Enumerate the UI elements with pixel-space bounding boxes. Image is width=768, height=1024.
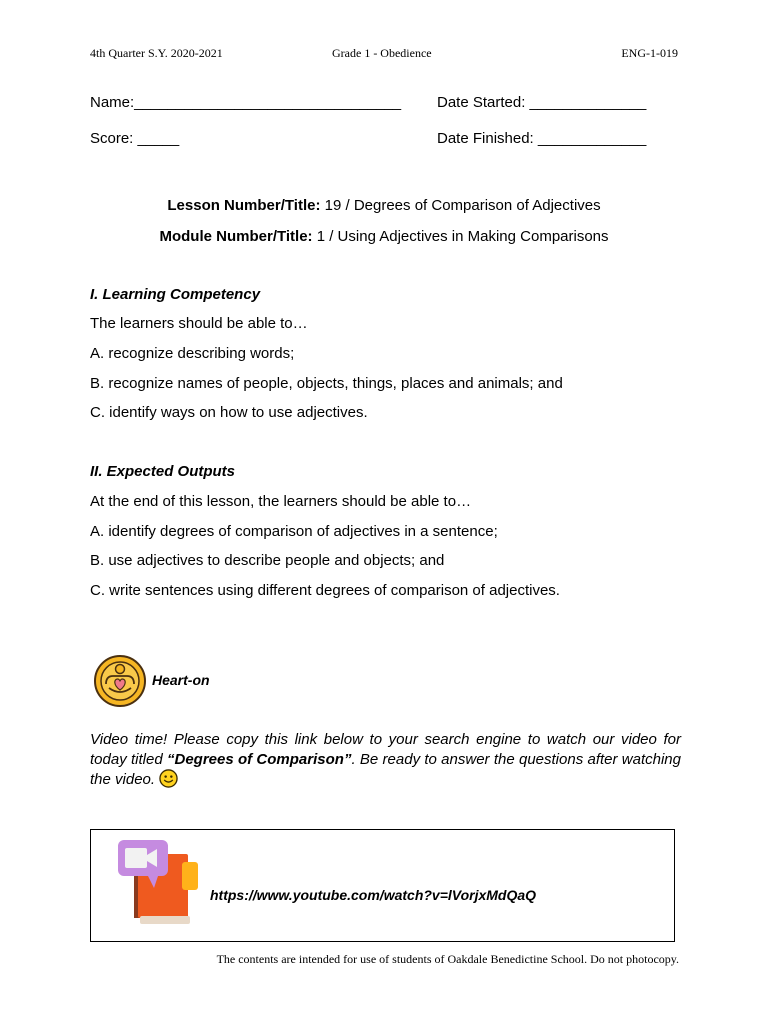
outputs-item: B. use adjectives to describe people and objects; and <box>90 552 445 569</box>
lesson-label: Lesson Number/Title: <box>167 197 321 214</box>
video-instructions <box>90 730 681 790</box>
video-text-after: . Be ready to answer the questions after watching the video. <box>90 750 681 788</box>
outputs-item: A. identify degrees of comparison of adjectives in a sentence; <box>90 523 498 540</box>
competency-item: C. identify ways on how to use adjectives. <box>90 404 368 421</box>
header-code: ENG-1-019 <box>621 46 678 60</box>
competency-heading: I. Learning Competency <box>90 286 261 303</box>
header-quarter: 4th Quarter S.Y. 2020-2021 <box>90 46 223 60</box>
outputs-item: C. write sentences using different degrees of comparison of adjectives. <box>90 582 560 599</box>
competency-item: B. recognize names of people, objects, things, places and animals; and <box>90 375 563 392</box>
module-title <box>0 228 768 245</box>
outputs-heading: II. Expected Outputs <box>90 463 236 480</box>
competency-item: A. recognize describing words; <box>90 345 295 362</box>
smiley-icon <box>159 769 178 788</box>
video-link-url[interactable]: https://www.youtube.com/watch?v=lVorjxMdQaQ <box>210 887 537 903</box>
module-label: Module Number/Title: <box>159 228 313 245</box>
competency-intro: The learners should be able to… <box>90 315 308 332</box>
footer-notice: The contents are intended for use of students of Oakdale Benedictine School. Do not photocopy. <box>216 952 679 966</box>
outputs-intro: At the end of this lesson, the learners should be able to… <box>90 493 472 510</box>
book-video-icon <box>112 838 202 928</box>
video-text-before: Video time! Please copy this link below to your search engine to watch our video for today titled <box>90 731 681 768</box>
date-finished-field: Date Finished: _____________ <box>437 130 647 147</box>
header-grade: Grade 1 - Obedience <box>332 46 432 60</box>
name-field: Name:________________________________ <box>90 94 402 111</box>
score-field: Score: _____ <box>90 130 180 147</box>
heart-on-label: Heart-on <box>152 672 210 688</box>
lesson-title <box>0 197 768 214</box>
lesson-value: 19 / Degrees of Comparison of Adjectives <box>320 197 601 214</box>
video-title: “Degrees of Comparison” <box>166 750 352 768</box>
module-value: 1 / Using Adjectives in Making Comparisons <box>312 228 609 245</box>
heart-hands-icon <box>93 654 147 708</box>
date-started-field: Date Started: ______________ <box>437 94 647 111</box>
